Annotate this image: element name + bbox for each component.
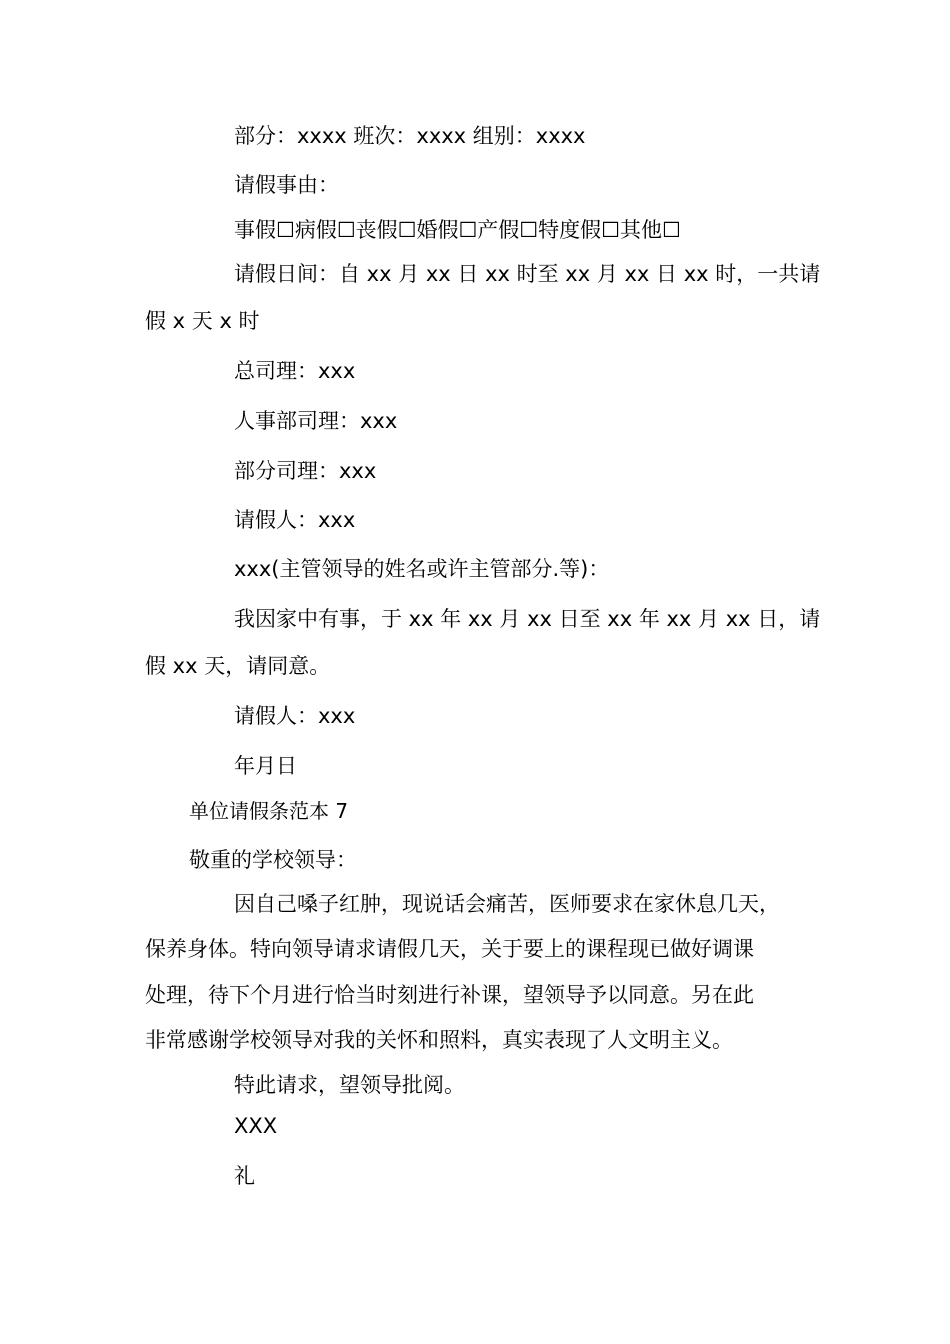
addressee-line: xxx(主管领导的姓名或许主管部分.等)：: [234, 557, 610, 581]
applicant-line: 请假人：xxx: [234, 508, 356, 532]
signature-name: XXX: [234, 1114, 278, 1138]
dept-manager-line: 部分司理：xxx: [234, 459, 377, 483]
general-manager-line: 总司理：xxx: [234, 359, 356, 383]
hr-manager-line: 人事部司理：xxx: [234, 409, 398, 433]
body-paragraph-line: 我因家中有事，于 xx 年 xx 月 xx 日至 xx 年 xx 月 xx 日，请: [234, 607, 821, 631]
leave-reason-label: 请假事由：: [234, 173, 339, 197]
body-paragraph-line: 假 xx 天，请同意。: [145, 654, 331, 678]
body-paragraph-line: 保养身体。特向领导请求请假几天，关于要上的课程现已做好调课: [145, 937, 754, 961]
leave-period-continued: 假 x 天 x 时: [145, 309, 260, 333]
closing-request-line: 特此请求，望领导批阅。: [234, 1073, 465, 1097]
body-paragraph-line: 非常感谢学校领导对我的关怀和照料，真实表现了人文明主义。: [145, 1028, 733, 1052]
leave-type-options: 事假☐病假☐丧假☐婚假☐产假☐特度假☐其他☐: [234, 218, 681, 242]
closing-salute: 礼: [234, 1164, 255, 1188]
body-paragraph-line: 处理，待下个月进行恰当时刻进行补课，望领导予以同意。另在此: [145, 983, 754, 1007]
date-line: 年月日: [234, 754, 297, 778]
section-heading: 单位请假条范本 7: [189, 799, 349, 823]
salutation-line: 敬重的学校领导：: [189, 848, 357, 872]
leave-period-line: 请假日间：自 xx 月 xx 日 xx 时至 xx 月 xx 日 xx 时，一共请: [234, 262, 821, 286]
applicant-signature: 请假人：xxx: [234, 704, 356, 728]
body-paragraph-line: 因自己嗓子红肿，现说话会痛苦，医师要求在家休息几天，: [234, 892, 780, 916]
dept-shift-group-line: 部分：xxxx 班次：xxxx 组别：xxxx: [234, 124, 586, 148]
